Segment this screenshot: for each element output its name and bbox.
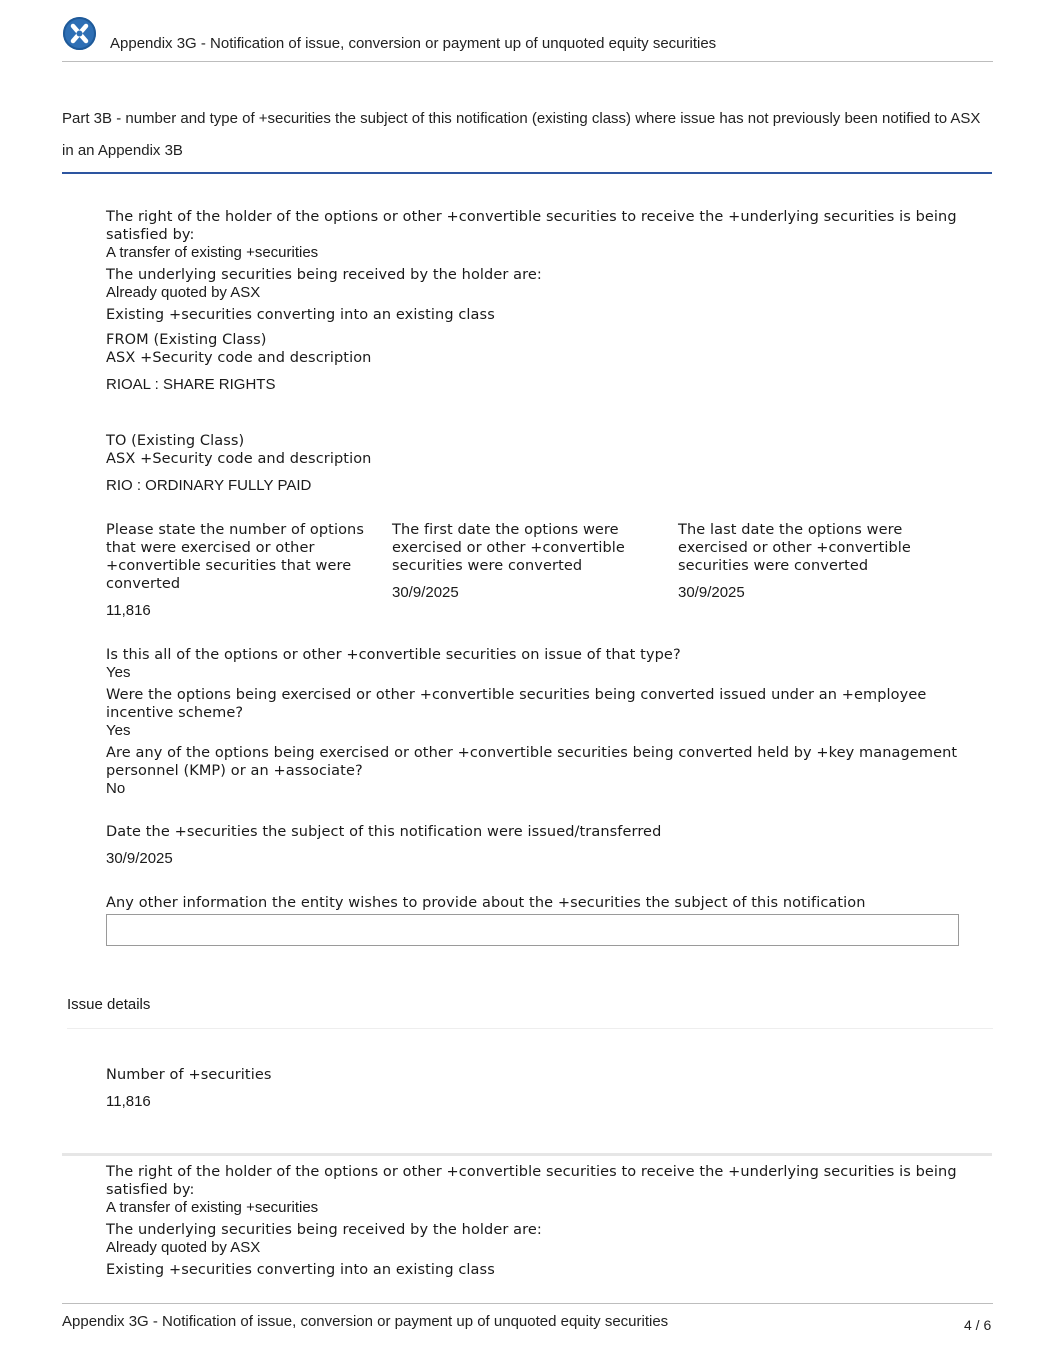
converting-label: Existing +securities converting into an existing class [106, 307, 495, 323]
question-right-satisfied: The right of the holder of the options or other +convertible securities to receive the +underlying securities is being satisfied by: [106, 209, 957, 243]
number-converted-value: 11,816 [106, 602, 151, 619]
part-title: Part 3B - number and type of +securities the subject of this notification (existing class) where issue has not previously been notified to ASX in an Appendix 3B [62, 110, 981, 159]
number-converted-label: Please state the number of options that were exercised or other +convertible securities that were converted [106, 522, 364, 592]
last-date-label: The last date the options were exercised or other +convertible securities were converted [678, 522, 911, 574]
issue-date-label: Date the +securities the subject of this notification were issued/transferred [106, 824, 662, 840]
section-divider [62, 1153, 992, 1156]
question-right-satisfied-2: The right of the holder of the options or other +convertible securities to receive the +underlying securities is being satisfied by: [106, 1164, 957, 1198]
question-all-on-issue: Is this all of the options or other +convertible securities on issue of that type? [106, 647, 681, 663]
answer-right-satisfied: A transfer of existing +securities [106, 244, 319, 261]
converting-label-2: Existing +securities converting into an existing class [106, 1262, 495, 1278]
from-code-label: ASX +Security code and description [106, 350, 372, 366]
other-info-field[interactable] [106, 914, 959, 946]
asx-logo [63, 17, 96, 50]
header-divider [62, 61, 993, 62]
answer-all-on-issue: Yes [106, 664, 131, 681]
answer-right-satisfied-2: A transfer of existing +securities [106, 1199, 319, 1216]
from-class-value: RIOAL : SHARE RIGHTS [106, 376, 276, 393]
question-underlying-securities-2: The underlying securities being received by the holder are: [106, 1222, 542, 1238]
part-divider [62, 172, 992, 174]
to-class-label: TO (Existing Class) [106, 433, 245, 449]
issue-date-value: 30/9/2025 [106, 850, 173, 867]
footer-divider [62, 1303, 993, 1304]
footer-title: Appendix 3G - Notification of issue, conversion or payment up of unquoted equity securities [62, 1313, 669, 1330]
question-employee-scheme: Were the options being exercised or other +convertible securities being converted issued under an +employee incentive scheme? [106, 687, 927, 721]
to-class-value: RIO : ORDINARY FULLY PAID [106, 477, 312, 494]
to-code-label: ASX +Security code and description [106, 451, 372, 467]
asx-x-mark-icon [63, 17, 96, 50]
header-title: Appendix 3G - Notification of issue, conversion or payment up of unquoted equity securities [110, 35, 717, 52]
question-kmp: Are any of the options being exercised or other +convertible securities being converted held by +key management personnel (KMP) or an +associate? [106, 745, 958, 779]
answer-kmp: No [106, 780, 126, 797]
answer-underlying-securities-2: Already quoted by ASX [106, 1239, 261, 1256]
last-date-value: 30/9/2025 [678, 584, 745, 601]
first-date-label: The first date the options were exercised or other +convertible securities were converted [392, 522, 625, 574]
other-info-label: Any other information the entity wishes to provide about the +securities the subject of this notification [106, 895, 866, 911]
issue-details-divider [67, 1028, 993, 1029]
page-number: 4 / 6 [964, 1317, 992, 1333]
number-of-securities-value: 11,816 [106, 1093, 151, 1110]
first-date-value: 30/9/2025 [392, 584, 459, 601]
answer-underlying-securities: Already quoted by ASX [106, 284, 261, 301]
answer-employee-scheme: Yes [106, 722, 131, 739]
issue-details-heading: Issue details [67, 996, 151, 1013]
number-of-securities-label: Number of +securities [106, 1067, 272, 1083]
question-underlying-securities: The underlying securities being received by the holder are: [106, 267, 542, 283]
from-class-label: FROM (Existing Class) [106, 332, 267, 348]
